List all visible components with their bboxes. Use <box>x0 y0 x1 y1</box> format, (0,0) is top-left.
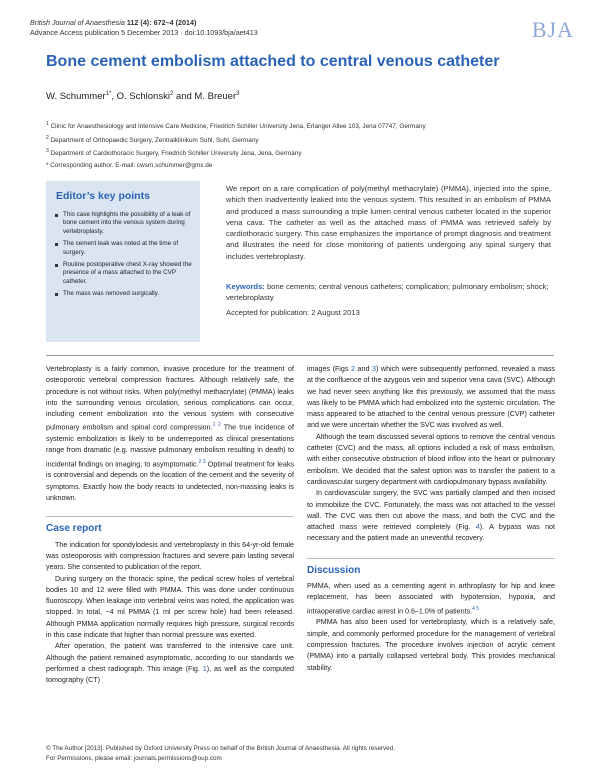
affiliation-text: Clinic for Anaesthesiology and Intensive Care Medicine, Friedrich Schiller University Jena, Erlanger Allee 103, Jena 07747, Germany <box>50 123 426 131</box>
key-point-item: The cement leak was noted at the time of surgery. <box>54 240 194 257</box>
case-paragraph: During surgery on the thoracic spine, the pedical screw holes of vertebral bodies 10 and 12 were filled with PMMA. This was done under continuous fluoroscopy. When leakage into vertebral veins was noted, the application was stopped. In total, ~4 ml PMMA (1 ml per screw hole) had been released. Although PMMA application normally requires high pressure, surgical records in this case indicate that higher than normal pressure was exerted. <box>46 574 294 639</box>
affiliations <box>46 119 576 171</box>
affiliation <box>46 146 576 160</box>
case-paragraph <box>307 364 555 432</box>
intro-text: Optimal treatment for leaks is controversial and depends on the location of the cement and the severity of symptoms. Exactly how the body reacts to undetected, non-massing leaks is unknown. <box>46 460 294 503</box>
affiliation-text: Department of Orthopaedic Surgery, Zentralklinikum Suhl, Suhl, Germany <box>50 136 259 144</box>
key-point-item: This case highlights the possibility of a leak of bone cement into the venous system during vertebroplasty. <box>54 211 194 236</box>
citation-link[interactable]: 1 2 <box>212 422 221 429</box>
keywords-text: bone cements; central venous catheters; complication; pulmonary embolism; shock; vertebroplasty <box>226 282 549 303</box>
author-separator: , <box>111 91 117 103</box>
left-column <box>46 364 294 686</box>
volume-issue: 112 (4): 672–4 (2014) <box>126 18 197 27</box>
case-text: ), as well as the computed tomography (CT) <box>46 664 295 685</box>
section-divider <box>46 355 554 356</box>
figure-link[interactable]: 2 <box>351 365 355 373</box>
discussion-text: PMMA, when used as a cementing agent in arthroplasty for hip and knee replacement, has been associated with hypotension, hypoxia, and intraoperative cardiac arrest in 0.6–1.0% of patients. <box>307 582 555 616</box>
intro-paragraph <box>46 364 294 504</box>
keywords-label: Keywords: <box>226 282 265 291</box>
case-paragraph: The indication for spondylodesis and vertebroplasty in this 64-yr-old female was osteoporosis with compression fractures and severe pain lasting several years. She consented to publication of the report. <box>46 540 294 572</box>
section-rule <box>307 558 555 559</box>
author-name: M. Breuer <box>194 91 237 103</box>
discussion-heading: Discussion <box>307 564 361 576</box>
citation-link[interactable]: 2 3 <box>198 458 206 465</box>
affiliation <box>46 119 576 133</box>
affiliation-number: 3 <box>46 148 49 155</box>
journal-name: British Journal of Anaesthesia <box>30 18 125 27</box>
author-mark: 3 <box>236 91 240 97</box>
discussion-paragraph <box>307 581 555 617</box>
case-paragraph: Although the team discussed several options to remove the central venous catheter (CVC) and the mass, all options included a risk of mass embolism, with either consecutive obstruction of blood inflow into the heart or pulmonary embolism. We decided that the safest option was to transfer the patient to a cardiovascular surgery department with cardiopulmonary bypass availability. <box>307 432 555 486</box>
figure-link[interactable]: 3 <box>372 365 376 373</box>
figure-link[interactable]: 4 <box>475 523 480 532</box>
author-name: O. Schlonski <box>116 91 170 103</box>
case-text: After operation, the patient was transferred to the intensive care unit. Although the patient remained asymptomatic, according to our standards we performed a chest radiograph. This image (Fig. <box>46 642 294 673</box>
key-points-box <box>46 181 200 342</box>
author-list <box>46 91 239 102</box>
right-column <box>307 364 555 674</box>
case-report-heading: Case report <box>46 523 102 535</box>
key-point-item: The mass was removed surgically. <box>54 290 194 298</box>
affiliation-number: 2 <box>46 134 49 141</box>
accepted-date: Accepted for publication: 2 August 2013 <box>226 308 360 317</box>
intro-text: Vertebroplasty is a fairly common, invasive procedure for the treatment of osteoporotic vertebral compression fractures. Although relatively safe, the procedure is not without risks. When poly(methyl methacrylate) (PMMA) leaks into the surrounding venous circulation, serious complications can occur, including cement embolization into the venous system with consecutive pulmonary embolism and spinal cord compression. <box>46 365 294 432</box>
author-mark: 2 <box>169 91 174 97</box>
section-rule <box>46 516 294 517</box>
abstract: We report on a rare complication of poly(methyl methacrylate) (PMMA), injected into the spine, which then inadvertently leaked into the venous system. This resulted in an embolism of PMMA and produced a mass surrounding a triple lumen central venous catheter located in the superior vena cava. The catheter as well as the attached mass of PMMA was retrieved safely by cardiothoracic surgery. This case emphasizes the importance of prompt diagnosis and treatment and illustrates the need for close monitoring of patients undergoing any spinal surgery that includes vertebroplasty. <box>226 184 551 261</box>
key-point-item: Routine postoperative chest X-ray showed the presence of a mass attached to the CVP catheter. <box>54 261 194 286</box>
author-mark: 1* <box>105 91 112 97</box>
corresponding-author: * Corresponding author. E-mail: cwsm.schummer@gmx.de <box>46 161 213 169</box>
intro-text: The true incidence of systemic embolization is likely to be underreported as clinical presentations range from dramatic (e.g. massive pulmonary embolism resulting in death) to incidental findings on imaging, to asymptomatic. <box>46 423 295 469</box>
author-separator: and <box>173 91 195 103</box>
affiliation <box>46 133 576 147</box>
affiliation-text: Department of Cardiothoracic Surgery, Friedrich Schiller University Jena, Jena, Germany <box>50 150 302 158</box>
case-text: ) which were subsequently performed, revealed a mass at the confluence of the azygous vein and superior vena cava (SVC). Although we had never seen anything like this previously, we assumed that the mass was likely to be PMMA which had embolized into the systemic circulation. The mass appeared to be attached to the central venous pressure (CVP) catheter and we were uncertain whether the SVC was involved as well. <box>307 365 556 430</box>
key-points-title: Editor’s key points <box>56 190 150 202</box>
case-paragraph <box>307 488 555 544</box>
affiliation-number: 1 <box>46 121 49 127</box>
footer <box>46 744 566 765</box>
key-points-list <box>54 211 194 303</box>
discussion-paragraph: PMMA has also been used for vertebroplasty, which is a relatively safe, simple, and commonly performed procedure for the management of vertebral compression fractures. The procedure involves injection of acrylic cement (PMMA) into a partially collapsed vertebral body. This provides mechanical stability. <box>307 618 555 672</box>
author-name: W. Schummer <box>46 91 106 103</box>
case-paragraph <box>46 641 294 686</box>
citation-link[interactable]: 4 5 <box>472 605 480 612</box>
copyright: © The Author [2013]. Published by Oxford University Press on behalf of the British Journal of Anaesthesia. All rights reserved. <box>46 745 395 752</box>
case-text: ). A bypass was not necessary and the patient made an uneventful recovery. <box>307 523 555 543</box>
case-text: and <box>354 365 373 373</box>
journal-logo: BJA <box>531 17 574 42</box>
advance-access: Advance Access publication 5 December 2013 · doi:10.1093/bja/aet413 <box>30 27 258 37</box>
article-title: Bone cement embolism attached to central venous catheter <box>46 53 500 70</box>
keywords <box>226 281 551 304</box>
journal-header <box>30 18 258 37</box>
case-text: In cardiovascular surgery, the SVC was partially clamped and then incised to immobilize the CVC. Fortunately, the mass was not attached to the vessel wall. The CVC was then cut above the mass, and both the CVC and the attached mass were retrieved completely (Fig. <box>307 489 555 532</box>
permissions: For Permissions, please email: journals.permissions@oup.com <box>46 755 222 763</box>
figure-link[interactable]: 1 <box>202 664 207 673</box>
case-text: images (Figs <box>307 365 351 373</box>
